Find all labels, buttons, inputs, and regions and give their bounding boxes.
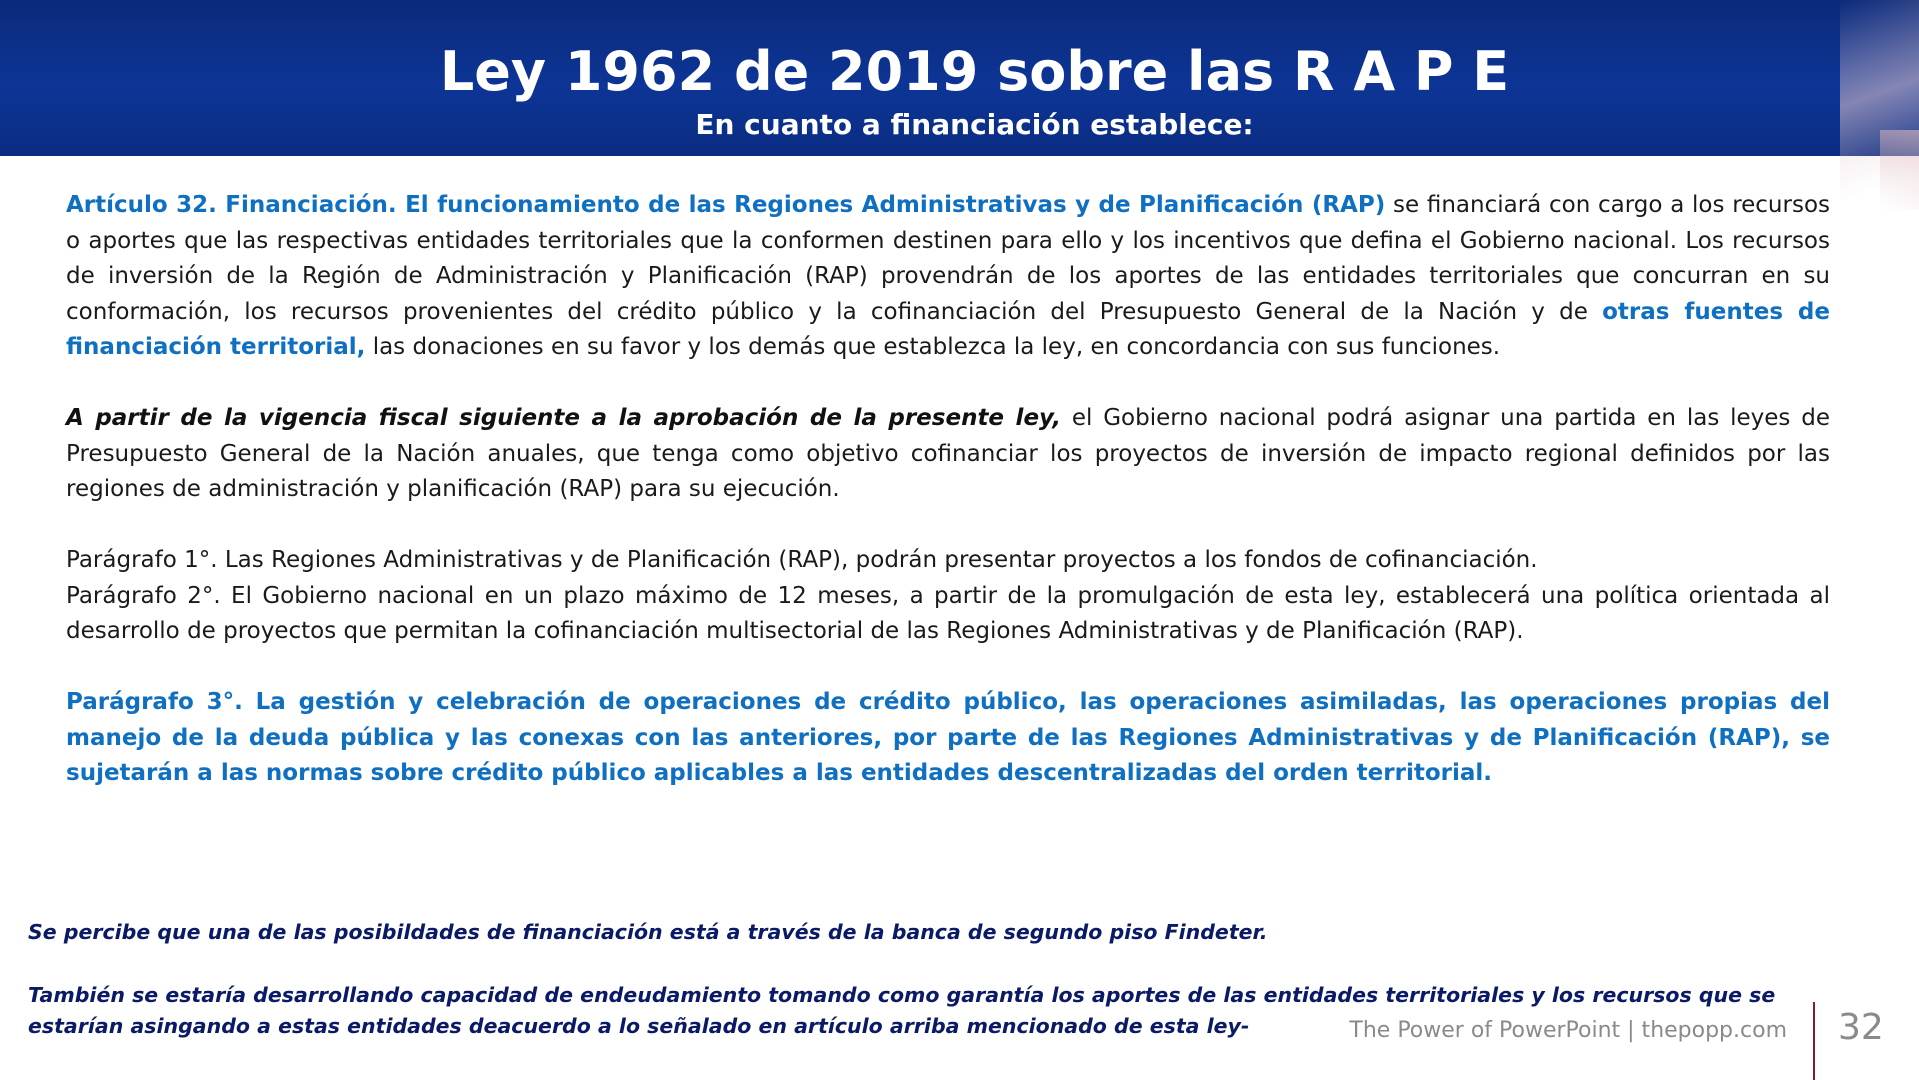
spacer — [66, 650, 1830, 686]
article-32-highlight: otras fuentes de financiación territorial, — [66, 298, 1830, 360]
article-32-text-a: se financiará con cargo a los recursos o aportes que las respectivas entidades territoriales que la conformen destinen para ello y los incentivos que defina el Gobierno nacional. Los recursos de inversión de la Región de Administración y Planificación (RAP) provendrán de los aportes de las entidades territoriales que concurran en su conformación, los recursos provenientes del crédito público y la cofinanciación del Presupuesto General de la Nación y de — [66, 192, 1831, 325]
slide-title: Ley 1962 de 2019 sobre las R A P E — [439, 40, 1510, 103]
note-endeudamiento: También se estaría desarrollando capacidad de endeudamiento tomando como garantía los aportes de las entidades territoriales y los recursos que se estarían asingando a estas entidades deacuerdo a lo señalado en artículo arriba mencionado de esta ley- — [28, 983, 1776, 1038]
footer-brand: The Power of PowerPoint | thepopp.com — [1349, 1018, 1787, 1043]
vigencia-fiscal-lead: A partir de la vigencia fiscal siguiente a la aprobación de la presente ley, — [66, 405, 1061, 431]
paragrafo-2: Parágrafo 2°. El Gobierno nacional en un plazo máximo de 12 meses, a partir de la promulgación de esta ley, establecerá una política orientada al desarrollo de proyectos que permitan la cofinanciación multisectorial de las Regiones Administrativas y de Planificación (RAP). — [66, 582, 1830, 644]
page-number: 32 — [1838, 1007, 1884, 1048]
note-findeter: Se percibe que una de las posibildades de financiación está a través de la banca de segundo piso Findeter. — [28, 920, 1268, 944]
corner-decoration-accent — [1880, 130, 1919, 210]
footer-divider — [1813, 1002, 1815, 1080]
article-paragraph-1 — [66, 188, 1830, 366]
slide-header — [0, 0, 1919, 156]
article-paragraph-2 — [66, 401, 1830, 508]
vigencia-fiscal-text: el Gobierno nacional podrá asignar una partida en las leyes de Presupuesto General de la Nación anuales, que tenga como objetivo cofinanciar los proyectos de inversión de impacto regional definidos por las regiones de administración y planificación (RAP) para su ejecución. — [66, 405, 1830, 502]
spacer — [66, 366, 1830, 402]
article-body — [66, 188, 1830, 792]
slide-subtitle: En cuanto a financiación establece: — [695, 108, 1254, 141]
article-32-text-b: las donaciones en su favor y los demás que establezca la ley, en concordancia con sus funciones. — [365, 334, 1501, 360]
paragrafo-1: Parágrafo 1°. Las Regiones Administrativas y de Planificación (RAP), podrán presentar proyectos a los fondos de cofinanciación. — [66, 547, 1538, 573]
paragrafo-3: Parágrafo 3°. La gestión y celebración de operaciones de crédito público, las operaciones asimiladas, las operaciones propias del manejo de la deuda pública y las conexas con las anteriores, por parte de las Regiones Administrativas y de Planificación (RAP), se sujetarán a las normas sobre crédito público aplicables a las entidades descentralizadas del orden territorial. — [66, 689, 1830, 786]
spacer — [66, 508, 1830, 544]
article-32-lead: Artículo 32. Financiación. El funcionamiento de las Regiones Administrativas y de Planificación (RAP) — [66, 192, 1386, 218]
